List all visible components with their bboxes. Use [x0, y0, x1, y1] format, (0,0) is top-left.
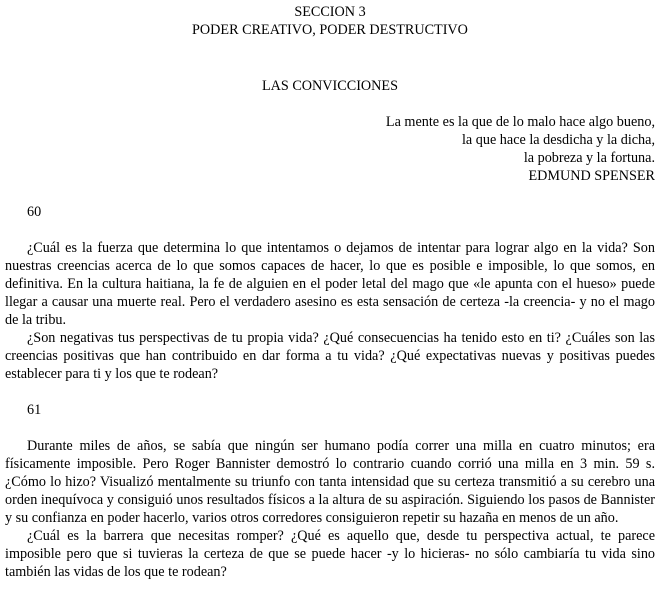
section-title: PODER CREATIVO, PODER DESTRUCTIVO	[192, 22, 468, 38]
epigraph-line: La mente es la que de lo malo hace algo bueno,	[385, 114, 655, 130]
entry-paragraph: Durante miles de años, se sabía que ningún ser humano podía correr una milla en cuatro minutos; era físicamente imposible. Pero Roger Bannister demostró lo contrario cuando corrió una milla en 3 min. 59 s. ¿Cómo lo hizo? Visualizó mentalmente su triunfo con tanta intensidad que su certeza transmitió a su cerebro una orden inequívoca y consiguió unos resultados físicos a la altura de su aspiración. Siguiendo los pasos de Bannister y su confianza en poder hacerlo, varios otros corredores consiguieron repetir su hazaña en menos de un año.	[5, 438, 655, 526]
epigraph-line: la pobreza y la fortuna.	[523, 150, 655, 166]
epigraph	[5, 113, 655, 185]
epigraph-line: la que hace la desdicha y la dicha,	[461, 132, 655, 148]
entry-number: 61	[27, 402, 42, 418]
entry-number: 60	[27, 204, 42, 220]
section-number: SECCION 3	[294, 4, 366, 20]
entry-60	[5, 203, 655, 383]
chapter-title: LAS CONVICCIONES	[262, 78, 398, 94]
document-page	[5, 0, 655, 581]
entry-61	[5, 401, 655, 581]
epigraph-author: EDMUND SPENSER	[528, 168, 655, 184]
entry-paragraph: ¿Son negativas tus perspectivas de tu propia vida? ¿Qué consecuencias ha tenido esto en ti? ¿Cuáles son las creencias positivas que han contribuido en dar forma a tu vida? ¿Qué expectativas nuevas y positivas puedes establecer para ti y los que te rodean?	[5, 330, 655, 382]
entry-paragraph: ¿Cuál es la fuerza que determina lo que intentamos o dejamos de intentar para lograr algo en la vida? Son nuestras creencias acerca de lo que somos capaces de hacer, lo que es posible e imposible, lo que somos, en definitiva. En la cultura haitiana, la fe de alguien en el poder letal del mago que «le apunta con el hueso» puede llegar a causar una muerte real. Pero el verdadero asesino es esta sensación de certeza -la creencia- y no el mago de la tribu.	[5, 240, 655, 328]
entry-paragraph: ¿Cuál es la barrera que necesitas romper? ¿Qué es aquello que, desde tu perspectiva actual, te parece imposible pero que si tuvieras la certeza de que se puede hacer -y lo hicieras- no sólo cambiaría tu vida sino también las vidas de los que te rodean?	[5, 528, 655, 580]
